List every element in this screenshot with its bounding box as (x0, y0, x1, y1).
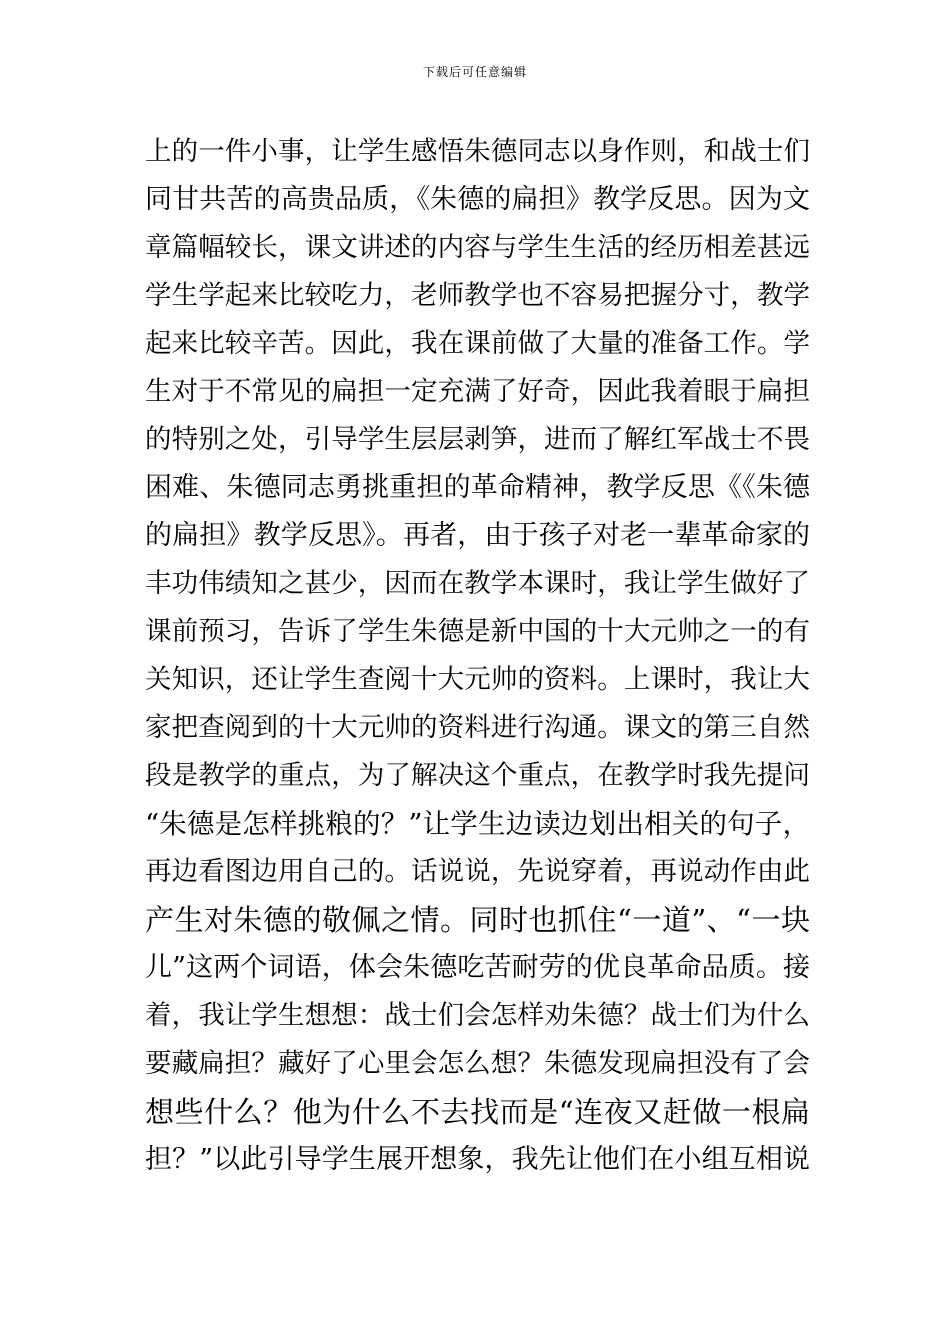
text-line: 再边看图边用自己的。话说说，先说穿着，再说动作由此 (145, 856, 810, 887)
text-line: 担？”以此引导学生展开想象，我先让他们在小组互相说 (145, 1144, 810, 1175)
body-text (145, 128, 810, 1184)
text-line: 课前预习，告诉了学生朱德是新中国的十大元帅之一的有 (145, 616, 810, 647)
text-line: 上的一件小事，让学生感悟朱德同志以身作则，和战士们 (145, 136, 810, 167)
text-line: 起来比较辛苦。因此，我在课前做了大量的准备工作。学 (145, 328, 810, 359)
text-line: 儿”这两个词语，体会朱德吃苦耐劳的优良革命品质。接 (145, 952, 810, 983)
text-line: 的扁担》教学反思》。再者，由于孩子对老一辈革命家的 (145, 520, 810, 551)
text-line: 要藏扁担？藏好了心里会怎么想？朱德发现扁担没有了会 (145, 1048, 810, 1079)
text-line: 着，我让学生想想：战士们会怎样劝朱德？战士们为什么 (145, 1000, 810, 1031)
text-line: 同甘共苦的高贵品质，《朱德的扁担》教学反思。因为文 (145, 184, 810, 215)
text-line: 段是教学的重点，为了解决这个重点，在教学时我先提问 (145, 760, 810, 791)
text-line: 想些什么？他为什么不去找而是“连夜又赶做一根扁 (145, 1095, 810, 1129)
text-line: 学生学起来比较吃力，老师教学也不容易把握分寸，教学 (145, 280, 810, 311)
text-line: 章篇幅较长，课文讲述的内容与学生生活的经历相差甚远 (145, 232, 810, 263)
text-line: 的特别之处，引导学生层层剥笋，进而了解红军战士不畏 (145, 424, 810, 455)
text-line: 丰功伟绩知之甚少，因而在教学本课时，我让学生做好了 (145, 568, 810, 599)
text-line: 关知识，还让学生查阅十大元帅的资料。上课时，我让大 (145, 664, 810, 695)
text-line: 产生对朱德的敬佩之情。同时也抓住“一道”、“一块 (145, 903, 810, 937)
text-line: “朱德是怎样挑粮的？”让学生边读边划出相关的句子， (145, 808, 810, 840)
text-line: 生对于不常见的扁担一定充满了好奇，因此我着眼于扁担 (145, 376, 810, 407)
page-header: 下载后可任意编辑 (422, 65, 527, 79)
text-line: 家把查阅到的十大元帅的资料进行沟通。课文的第三自然 (145, 712, 810, 743)
text-line: 困难、朱德同志勇挑重担的革命精神，教学反思《《朱德 (145, 472, 810, 503)
